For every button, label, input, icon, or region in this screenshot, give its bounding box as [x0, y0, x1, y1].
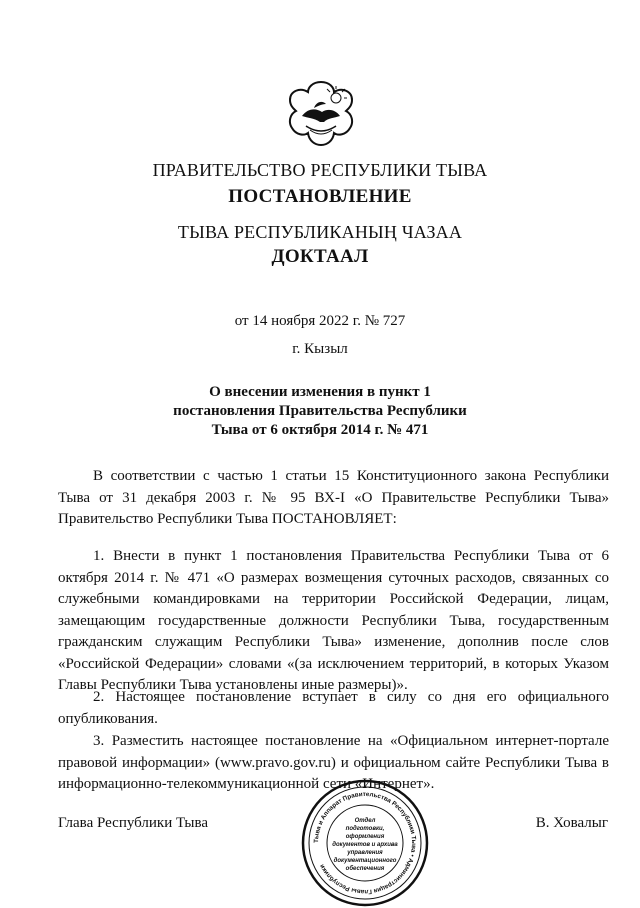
stamp-center-line: документов и архива	[332, 842, 398, 848]
coat-of-arms-emblem	[284, 78, 358, 148]
clause-2: 2. Настоящее постановление вступает в силу со дня его официального опубликования.	[58, 689, 609, 727]
stamp-center-line: управления	[347, 850, 383, 856]
document-subject	[0, 383, 640, 440]
subject-line: О внесении изменения в пункт 1	[209, 384, 431, 400]
subject-line: постановления Правительства Республики	[173, 403, 467, 419]
signer-position: Глава Республики Тыва	[58, 815, 209, 831]
stamp-center-line: обеспечения	[345, 866, 385, 872]
document-date-number: от 14 ноября 2022 г. № 727	[234, 313, 406, 329]
document-type-ru: ПОСТАНОВЛЕНИЕ	[228, 186, 412, 207]
stamp-center-line: оформления	[345, 834, 385, 840]
document-type-tyva: ДОКТААЛ	[271, 246, 369, 267]
document-city: г. Кызыл	[292, 341, 348, 357]
stamp-center-line: подготовки,	[345, 826, 385, 832]
stamp-center-line: Отдел	[354, 818, 376, 824]
clause-1: 1. Внести в пункт 1 постановления Правительства Республики Тыва от 6 октября 2014 г. № 471 «О размерах возмещения суточных расходов, связанных со служебными командировками на территории Российской Федерации, лицам, замещающим государственные должности Республики Тыва, государственным гражданским служащим Республики Тыва» изменение, дополнив после слов «Российской Федерации» словами «(за исключением территорий, в которых Указом Главы Республики Тыва установлены иные размеры)».	[58, 548, 609, 693]
government-title-ru: ПРАВИТЕЛЬСТВО РЕСПУБЛИКИ ТЫВА	[152, 160, 488, 180]
subject-line: Тыва от 6 октября 2014 г. № 471	[211, 422, 429, 438]
preamble-paragraph: В соответствии с частью 1 статьи 15 Конституционного закона Республики Тыва от 31 декабря 2003 г. № 95 ВХ-I «О Правительстве Республики Тыва» Правительство Республики Тыва ПОСТАНОВЛЯЕТ:	[58, 468, 609, 527]
government-title-tyva: ТЫВА РЕСПУБЛИКАНЫҢ ЧАЗАА	[177, 222, 463, 242]
clause-3: 3. Разместить настоящее постановление на «Официальном интернет-портале правовой информации» (www.pravo.gov.ru) и официальном сайте Республики Тыва в информационно-телекоммуникационной сети «Интернет».	[58, 733, 609, 792]
official-stamp	[300, 778, 430, 908]
stamp-center-line: документационного	[333, 858, 397, 864]
signer-name: В. Ховалыг	[535, 815, 608, 831]
stamp-ring-text: Тыва и Аппарат Правительства Республики Тыва • Администрация Главы Республики	[312, 790, 418, 896]
